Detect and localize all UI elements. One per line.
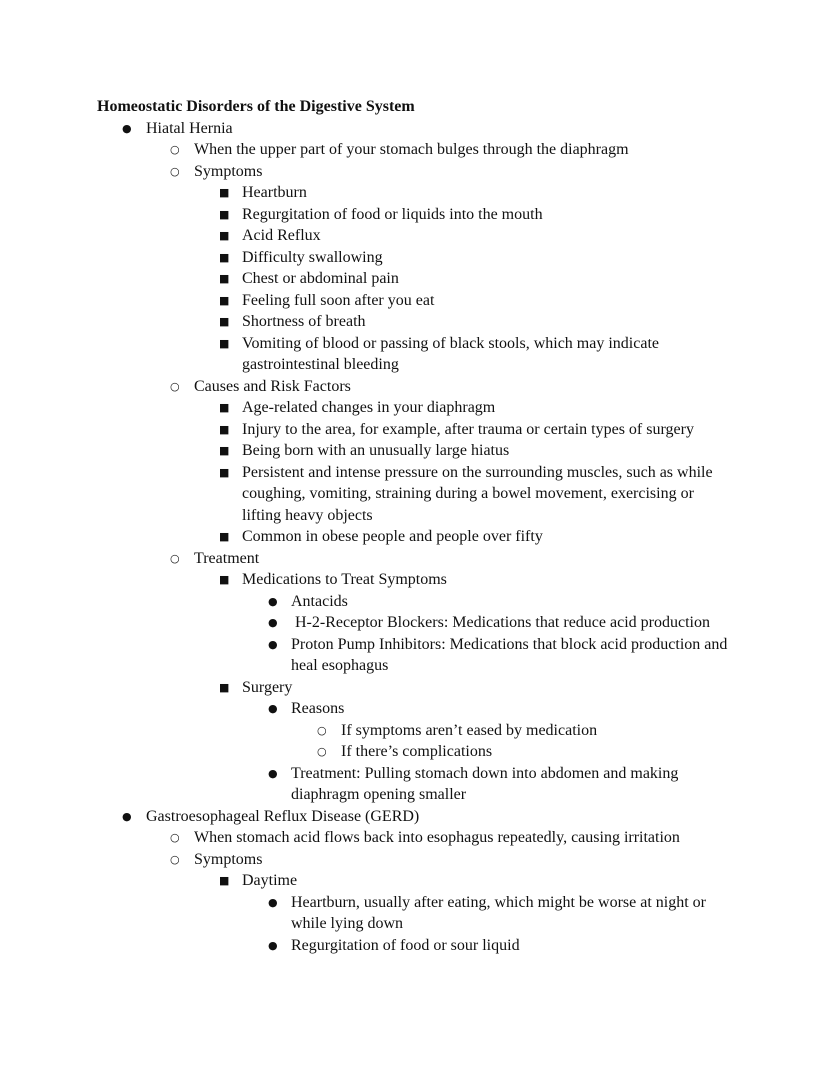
list-item <box>97 935 731 957</box>
list-item <box>97 548 731 570</box>
square-bullet-icon: ■ <box>219 186 230 199</box>
list-item <box>97 720 731 742</box>
disc-bullet-icon: ● <box>122 809 132 823</box>
square-bullet-icon: ■ <box>219 874 230 887</box>
list-item-text: Heartburn, usually after eating, which might be worse at night or while lying down <box>291 893 710 932</box>
list-item <box>97 827 731 849</box>
square-bullet-icon: ■ <box>219 465 230 479</box>
list-item <box>97 333 731 376</box>
circle-bullet-icon: ○ <box>170 164 180 178</box>
disc-bullet-icon: ● <box>268 594 278 608</box>
list-item <box>97 569 731 591</box>
list-item-text: Age-related changes in your diaphragm <box>242 399 496 416</box>
list-item <box>97 118 731 140</box>
disc-bullet-icon: ● <box>268 616 278 629</box>
list-item-text: H-2-Receptor Blockers: Medications that reduce acid production <box>291 614 710 631</box>
list-item-text: Common in obese people and people over fifty <box>242 528 543 545</box>
list-item <box>97 182 731 204</box>
disc-bullet-icon: ● <box>268 766 278 780</box>
square-bullet-icon: ■ <box>219 444 230 457</box>
disc-bullet-icon: ● <box>268 895 278 909</box>
square-bullet-icon: ■ <box>219 315 230 328</box>
list-item <box>97 419 731 441</box>
list-item-text: Reasons <box>291 700 345 717</box>
list-item-text: Vomiting of blood or passing of black stools, which may indicate gastrointestinal bleeding <box>242 334 663 373</box>
list-item-text: When stomach acid flows back into esophagus repeatedly, causing irritation <box>194 829 680 846</box>
list-item-text: Gastroesophageal Reflux Disease (GERD) <box>146 807 420 825</box>
list-item-text: Surgery <box>242 678 293 696</box>
list-item <box>97 870 731 892</box>
page-title: Homeostatic Disorders of the Digestive System <box>97 98 415 115</box>
list-item <box>97 806 731 828</box>
list-item <box>97 247 731 269</box>
list-item-text: If symptoms aren’t eased by medication <box>341 721 598 739</box>
list-item-text: Medications to Treat Symptoms <box>242 571 447 588</box>
list-item <box>97 139 731 161</box>
list-item <box>97 741 731 763</box>
circle-bullet-icon: ○ <box>170 551 180 565</box>
list-item-text: Causes and Risk Factors <box>194 377 351 395</box>
disc-bullet-icon: ● <box>268 702 278 715</box>
list-item-text: Treatment <box>194 549 260 567</box>
list-item <box>97 526 731 548</box>
list-item <box>97 225 731 247</box>
square-bullet-icon: ■ <box>219 401 230 414</box>
list-item-text: Persistent and intense pressure on the surrounding muscles, such as while coughing, vomiting, straining during a bowel movement, exercising or lifting heavy objects <box>242 463 717 524</box>
list-item <box>97 290 731 312</box>
list-item <box>97 849 731 871</box>
list-item-text: Injury to the area, for example, after trauma or certain types of surgery <box>242 420 694 438</box>
list-item <box>97 591 731 613</box>
square-bullet-icon: ■ <box>219 229 230 242</box>
square-bullet-icon: ■ <box>219 680 230 694</box>
list-item-text: Daytime <box>242 872 298 889</box>
circle-bullet-icon: ○ <box>170 852 180 866</box>
square-bullet-icon: ■ <box>219 530 230 543</box>
list-item-text: Proton Pump Inhibitors: Medications that block acid production and heal esophagus <box>291 635 732 674</box>
square-bullet-icon: ■ <box>219 422 230 436</box>
list-item <box>97 440 731 462</box>
list-item <box>97 376 731 398</box>
list-item-text: Acid Reflux <box>242 227 321 244</box>
list-item <box>97 397 731 419</box>
square-bullet-icon: ■ <box>219 336 230 350</box>
square-bullet-icon: ■ <box>219 573 230 586</box>
square-bullet-icon: ■ <box>219 272 230 285</box>
square-bullet-icon: ■ <box>219 250 230 264</box>
bullet-list <box>97 118 731 957</box>
list-item-text: Feeling full soon after you eat <box>242 291 435 309</box>
list-item-text: Antacids <box>291 592 348 610</box>
list-item <box>97 763 731 806</box>
list-item <box>97 161 731 183</box>
list-item <box>97 204 731 226</box>
list-item <box>97 698 731 720</box>
disc-bullet-icon: ● <box>122 121 132 135</box>
list-item-text: Heartburn <box>242 184 307 201</box>
list-item-text: Symptoms <box>194 850 263 868</box>
list-item-text: Difficulty swallowing <box>242 248 383 266</box>
circle-bullet-icon: ○ <box>317 745 327 758</box>
list-item-text: If there’s complications <box>341 743 493 760</box>
list-item-text: Chest or abdominal pain <box>242 270 399 287</box>
circle-bullet-icon: ○ <box>170 379 180 393</box>
list-item <box>97 311 731 333</box>
circle-bullet-icon: ○ <box>170 831 180 844</box>
square-bullet-icon: ■ <box>219 293 230 307</box>
list-item-text: Shortness of breath <box>242 313 366 330</box>
circle-bullet-icon: ○ <box>317 723 327 737</box>
list-item-text: Being born with an unusually large hiatus <box>242 442 510 459</box>
list-item-text: When the upper part of your stomach bulges through the diaphragm <box>194 141 629 158</box>
list-item <box>97 612 731 634</box>
list-item-text: Hiatal Hernia <box>146 119 233 137</box>
list-item <box>97 462 731 527</box>
list-item-text: Symptoms <box>194 162 263 180</box>
square-bullet-icon: ■ <box>219 207 230 221</box>
list-item <box>97 677 731 699</box>
disc-bullet-icon: ● <box>268 938 278 952</box>
list-item <box>97 634 731 677</box>
list-item-text: Treatment: Pulling stomach down into abdomen and making diaphragm opening smaller <box>291 764 683 803</box>
list-item <box>97 268 731 290</box>
list-item-text: Regurgitation of food or liquids into the mouth <box>242 205 543 223</box>
disc-bullet-icon: ● <box>268 637 278 651</box>
list-item <box>97 892 731 935</box>
circle-bullet-icon: ○ <box>170 143 180 156</box>
list-item-text: Regurgitation of food or sour liquid <box>291 936 520 954</box>
